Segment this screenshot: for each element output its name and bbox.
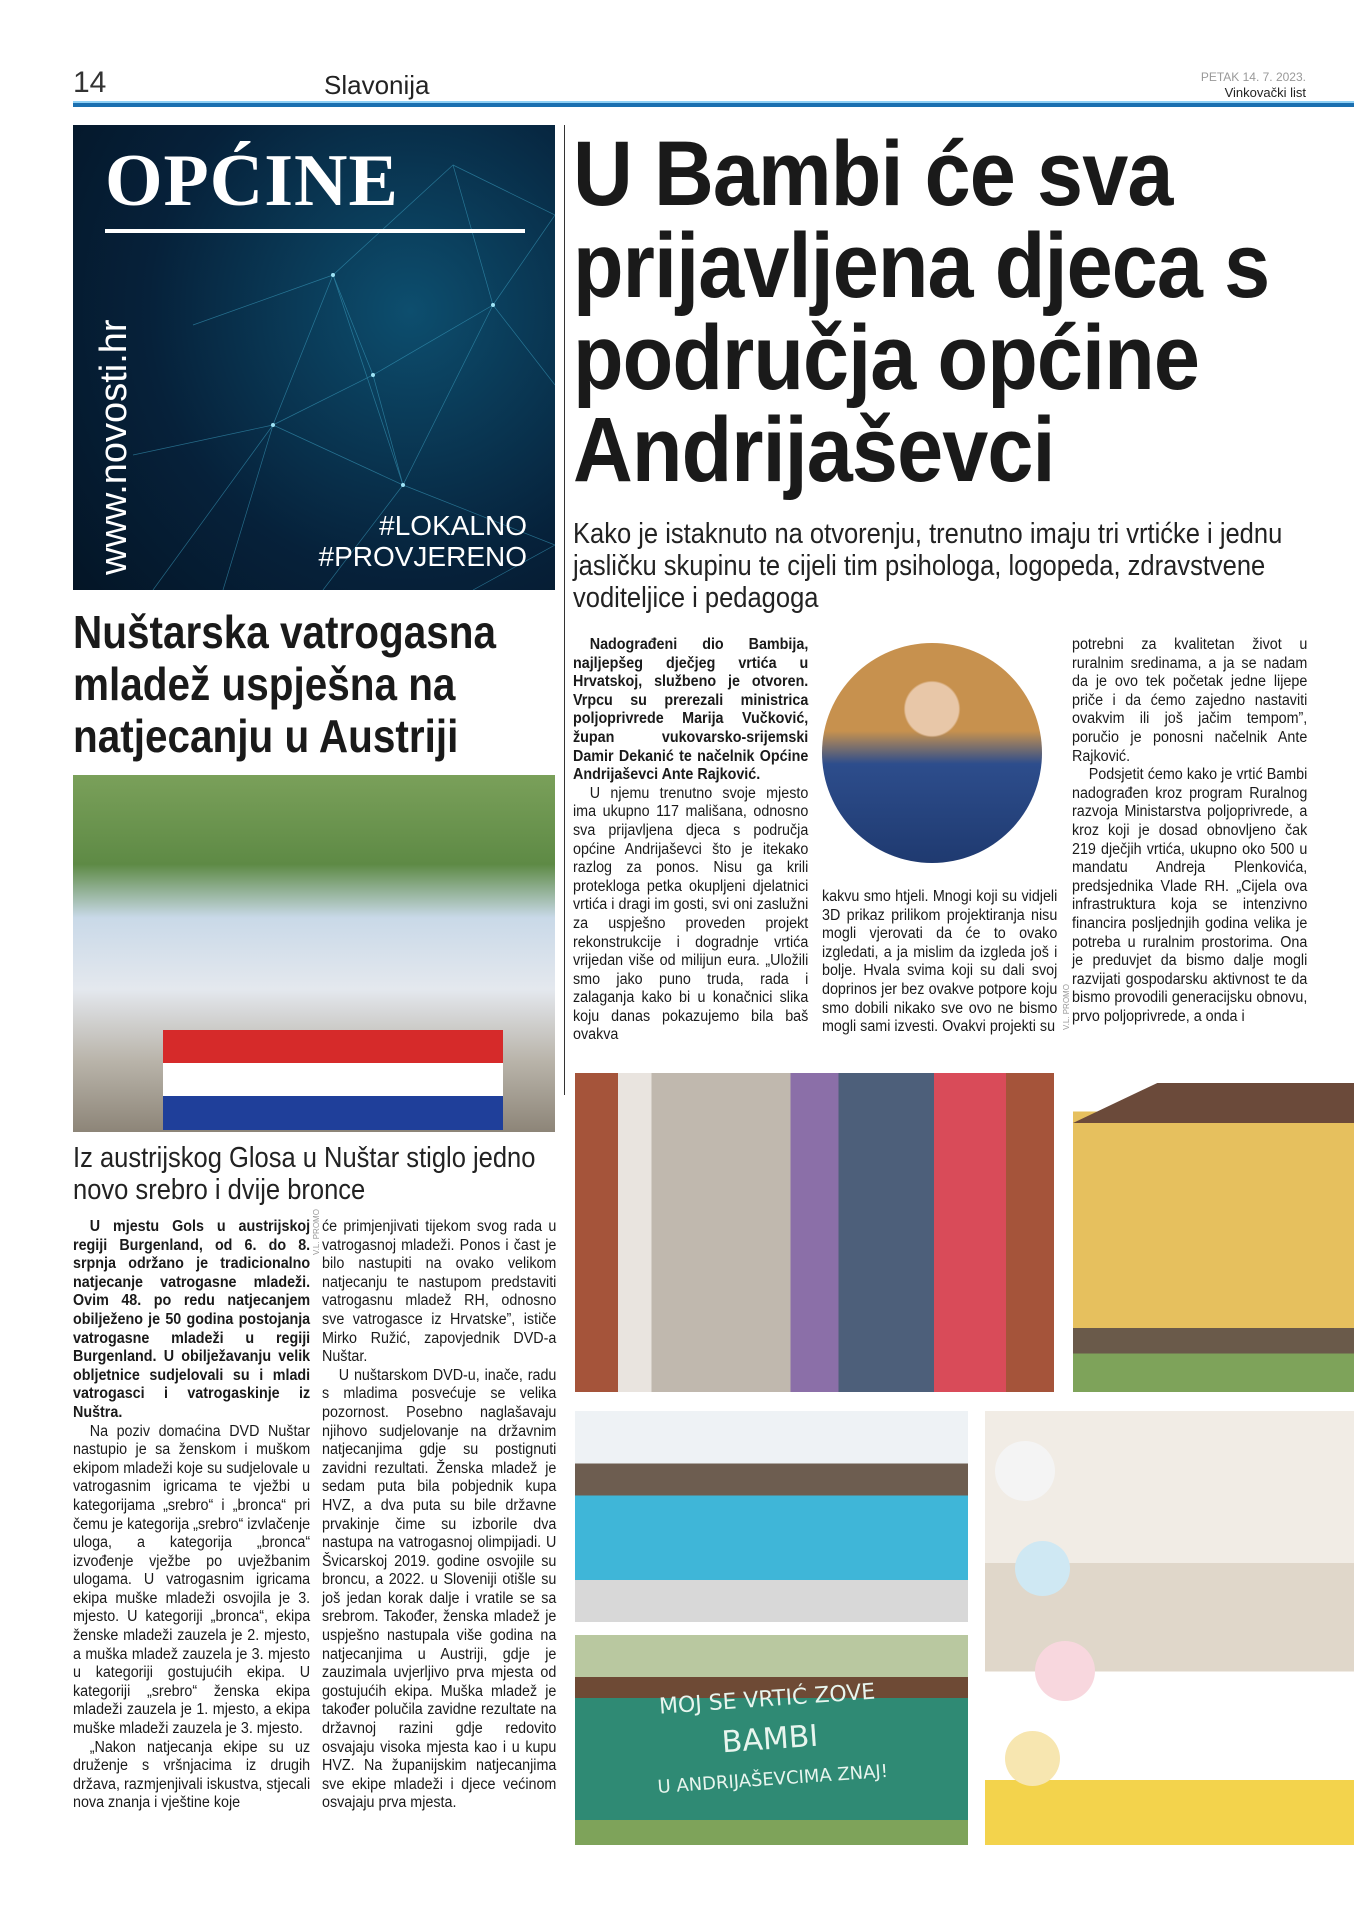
sign-line: MOJ SE VRTIĆ ZOVE (658, 1679, 877, 1720)
paragraph: Nadograđeni dio Bambija, najljepšeg dječjeg vrtića u Hrvatskoj, službeno je otvoren. Vrpcu su prerezali ministrica poljoprivrede Marija Vučković, župan vukovarsko-srijemski Damir Dekanić te načelnik Općine Andrijaševci Ante Rajković. (573, 636, 809, 784)
photo-credit: V.L. PROMO (1062, 984, 1071, 1030)
photo-credit: V.L. PROMO (312, 1209, 321, 1255)
roof (1073, 1083, 1354, 1123)
balloon (1035, 1641, 1095, 1701)
sign-line: U ANDRIJAŠEVCIMA ZNAJ! (656, 1760, 889, 1798)
section-title: Slavonija (324, 70, 430, 100)
sign-line: BAMBI (720, 1718, 820, 1761)
paragraph: potrebni za kvalitetan život u ruralnim sredinama, a ja se nadam da je ovo tek početak jedne lijepe priče i da ćemo zajedno nastaviti ovakvim ili još jačim tempom”, poručio je ponosni načelnik Ante Rajković. (1072, 636, 1308, 765)
balloon (995, 1441, 1055, 1501)
paragraph: će primjenjivati tijekom svog rada u vatrogasnoj mladeži. Ponos i čast je bilo nastupiti na ovako velikom natjecanju te nastupom predstaviti vatrogasnu mladež RH, odnosno sve vatrogasce iz Hrvatske”, ističe Mirko Ružić, zapovjednik DVD-a Nuštar. (322, 1218, 557, 1366)
left-article-column-1 (73, 1218, 310, 1813)
mayor-portrait-photo (822, 643, 1042, 863)
column-divider (564, 125, 565, 1095)
main-article-column-2 (822, 888, 1057, 1037)
ribbon-cutting-photo (575, 1073, 1054, 1392)
left-article-column-2 (322, 1218, 556, 1813)
kindergarten-building-photo (1073, 1073, 1354, 1392)
paragraph: „Nakon natjecanja ekipe su uz druženje s vršnjacima iz drugih država, razmjenjivali iskustva, stjecali nova znanja i vještine koje (73, 1738, 311, 1812)
firefighter-youth-photo (73, 775, 555, 1132)
main-article-column-1 (573, 636, 808, 1045)
paragraph: kakvu smo htjeli. Mnogi koji su vidjeli 3D prikaz prilikom projektiranja nisu mogli vjerovati da će to ovako izgledati, a ja mislim da izgleda još i bolje. Hvala svima koji su dali svoj doprinos jer bez ovakve potpore koju smo dobili nikako sve ovo ne bismo mogli sami izvesti. Ovakvi projekti su (822, 888, 1058, 1036)
ad-url[interactable]: www.novosti.hr (93, 319, 135, 575)
croatian-flag (163, 1030, 503, 1130)
children-performance-photo (985, 1411, 1354, 1845)
main-deck: Kako je istaknuto na otvorenju, trenutno imaju tri vrtićke i jednu jasličku skupinu te cijeli tim psihologa, logopeda, zdravstvene voditeljice i pedagoga (573, 518, 1283, 614)
sign-text (631, 1671, 909, 1810)
header-rule (73, 103, 1354, 107)
left-article-headline: Nuštarska vatrogasna mladež uspješna na natjecanju u Austriji (73, 606, 496, 762)
left-article-subheadline: Iz austrijskog Glosa u Nuštar stiglo jedno novo srebro i dvije bronce (73, 1142, 536, 1206)
ad-hashtag: #PROVJERENO (318, 541, 527, 572)
paper-name: Vinkovački list (1224, 85, 1306, 100)
kindergarten-sign-photo (575, 1635, 968, 1845)
ad-title: OPĆINE (105, 140, 399, 222)
paragraph: U mjestu Gols u austrijskoj regiji Burgenland, od 6. do 8. srpnja održano je tradicionalno natjecanje vatrogasne mladeži. Ovim 48. po redu natjecanjem obilježeno je 50 godina postojanja vatrogasne mladeži u regiji Burgenland. U obilježavanju velik obljetnice sudjelovali su i mladi vatrogasci i vatrogaskinje iz Nuštra. (73, 1218, 311, 1421)
main-headline: U Bambi će sva prijavljena djeca s područja općine Andrijaševci (573, 123, 1270, 501)
novosti-advert[interactable] (73, 125, 555, 590)
main-article-column-3 (1072, 636, 1307, 1026)
balloon (1005, 1731, 1060, 1786)
ad-hashtag: #LOKALNO (379, 510, 527, 541)
swimming-pool-photo (575, 1411, 968, 1622)
paragraph: U nuštarskom DVD-u, inače, radu s mladima posvećuje se velika pozornost. Posebno naglašavaju njihovo sudjelovanje na državnim natjecanjima gdje su postignuti zavidni rezultati. Ženska mladež je sedam puta bila pobjednik kupa HVZ, a dva puta su bile državne prvakinje čime su izborile dva nastupa na vatrogasnoj olimpijadi. U Švicarskoj 2019. godine osvojile su broncu, a 2022. u Sloveniji otišle su još jedan korak dalje i vratile se sa srebrom. Također, ženska mladež je uspješno nastupala više godina na natjecanjima u Austriji, gdje je zauzimala uvjerljivo prva mjesta od gostujućih ekipa. Muška mladež je također polučila zavidne rezultate na državnoj razini gdje redovito osvajaju visoka mjesta kao i u kupu HVZ. Na županijskim natjecanjima sve ekipe mladeži i djece većinom osvajaju prva mjesta. (322, 1366, 557, 1812)
ad-divider (105, 229, 525, 233)
page-number: 14 (73, 66, 107, 99)
paragraph: U njemu trenutno svoje mjesto ima ukupno 117 mališana, odnosno sva prijavljena djeca s područja općine Andrijaševci što je itekako razlog za ponos. Nisu ga krili protekloga petka okupljeni djelatnici vrtića i dragi im gosti, svi oni zaslužni za uspješno proveden projekt rekonstrukcije i dogradnje vrtića vrijedan više od milijun eura. „Uložili smo jako puno truda, rada i zalaganja kako bi u konačnici slika koju danas pokazujemo bila baš ovakva (573, 784, 809, 1044)
paragraph: Podsjetit ćemo kako je vrtić Bambi nadograđen kroz program Ruralnog razvoja Ministarstva poljoprivrede, a kroz koji je dosad obnovljeno čak 219 dječjih vrtića, ukupno oko 500 u mandatu Andreja Plenkovića, predsjednika Vlade RH. „Cijela ova infrastruktura koja se intenzivno financira posljednjih godina velika je potreba u ruralnim prostorima. Ona je preduvjet da bismo dalje mogli razvijati gospodarsku aktivnost te da bismo provodili generacijsku obnovu, prvo poljoprivrede, a onda i (1072, 766, 1308, 1025)
balloon (1015, 1541, 1070, 1596)
issue-date: PETAK 14. 7. 2023. (1200, 70, 1306, 84)
paragraph: Na poziv domaćina DVD Nuštar nastupio je sa ženskom i muškom ekipom mladeži koje su sudjelovale u vatrogasnim igricama te vježbi u kategorijama „srebro“ i „bronca“ pri čemu je kategorija „srebro“ izvlačenje uloga, a kategorija „bronca“ izvođenje vježbe po uvježbanim ulogama. U vatrogasnim igricama ekipa muške mladeži osvojila je 3. mjesto. U kategoriji „bronca“, ekipa ženske mladeži zauzela je 2. mjesto, a muška mladež zauzela je 3. mjesto u kategoriji gostujućih ekipa. U kategoriji „srebro“ ženska ekipa mladeži zauzela je 1. mjesto, a ekipa muške mladeži zauzela je 3. mjesto. (73, 1422, 311, 1738)
